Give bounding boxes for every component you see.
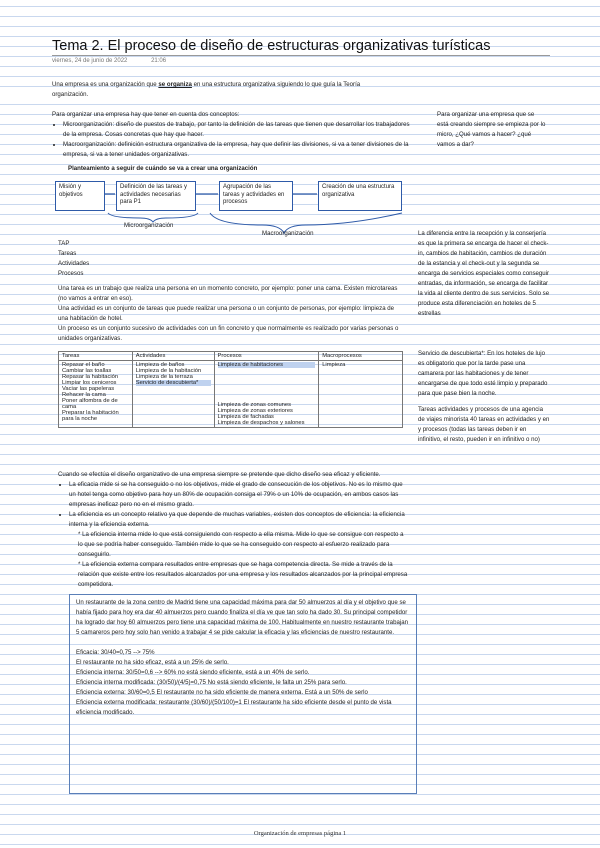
definition-actividad: Una actividad es un conjunto de tareas que puede realizar una persona o un conjunto de personas, por ejemplo: limpieza de una habitación de hotel. — [58, 305, 395, 322]
side-note-micro: Para organizar una empresa que se está creando siempre se empieza por lo micro, ¿Qué vamos a hacer? ¿qué vamos a dar? — [437, 111, 546, 148]
example-statement: Un restaurante de la zona centro de Madrid tiene una capacidad máxima para dar 50 almuerzos al día y el objetivo que se había fijado para hoy era dar 40 almuerzos pero cuando finaliza el día ve que tan solo ha dado 30. Su principal competidor ha logrado dar hoy 60 almuerzos pero tiene una capacidad máxima de 100. Habitualmente en nuestro restaurante trabajan 5 camareros pero hoy solo han venido a trabajar 4 se pide calcular la eficacia y las eficiencias de nuestro restaurante. — [76, 599, 408, 636]
cell-macroprocesos — [319, 361, 403, 428]
eficacia-bullet: • La eficacia mide si se ha conseguido o no los objetivos, mide el grado de consecución de los objetivos. No es lo mismo que un hotel tenga como objetivo para hoy un 80% de ocupación consiga el 79% o un 10% de ocupación, en ambos casos las empresas ineficaz pero no en el mismo grado. — [69, 480, 408, 510]
side-note-descubierta: Servicio de descubierta*: En los hoteles de lujo es obligatorio que por la tarde pase una camarera por las habitaciones y de tener encargarse de que todo esté limpio y preparado para que pase bien la noche. — [418, 350, 548, 397]
table-row — [59, 361, 403, 428]
actividad-item: Limpieza de baños — [135, 362, 185, 368]
efficiency-block — [58, 470, 408, 590]
proceso-item: Limpieza de despachos y salones — [217, 420, 305, 426]
flow-box-tasks: Definición de las tareas y actividades necesarias para P1 — [116, 181, 196, 211]
page-title: Tema 2. El proceso de diseño de estructuras organizativas turísticas — [52, 38, 491, 54]
micro-label: Microorganización — [124, 222, 174, 229]
proceso-item: Limpieza de zonas comunes — [217, 402, 292, 408]
cell-procesos — [214, 361, 319, 428]
example-block — [76, 598, 412, 718]
intro-text-b: en una estructura organizativa siguiendo lo que guía la Teoría organización. — [52, 81, 361, 98]
tarea-item: Rehacer la cama — [62, 392, 106, 398]
actividad-item: Limpieza de la habitación — [135, 368, 202, 374]
example-line: Eficiencia interna modificada: (30/50)/(4/5)=0,75 No está siendo eficiente, le falta un 25% para serlo. — [76, 679, 347, 686]
concepts-lead: Para organizar una empresa hay que tener en cuenta dos conceptos: — [52, 111, 240, 118]
tarea-item: Cambiar las toallas — [62, 368, 112, 374]
tarea-item: Poner alfombra de de cama — [62, 398, 118, 410]
tap-item-tareas: Tareas — [58, 250, 77, 257]
col-procesos: Procesos — [214, 352, 319, 361]
col-tareas: Tareas — [59, 352, 133, 361]
example-line: Eficacia: 30/40=0,75 --> 75% — [76, 649, 155, 656]
example-line: Eficiencia externa: 30/60=0,5 El restaurante no ha sido eficiente de manera externa. Está a un 50% de serlo — [76, 689, 368, 696]
concept-macro: • Macroorganización: definición estructura organizativa de la empresa, hay que definir las divisiones, si va a tener divisiones de la empresa, si va a tener unidades organizativas. — [63, 140, 417, 160]
tarea-item: Vaciar las papeleras — [62, 386, 115, 392]
efficiency-lead: Cuando se efectúa el diseño organizativo de una empresa siempre se pretende que dicho diseño sea eficaz y eficiente. — [58, 471, 381, 478]
tarea-item: Preparar la habitación para la noche — [62, 410, 119, 422]
tap-heading: TAP — [58, 240, 70, 247]
side-note-agency: Tareas actividades y procesos de una agencia de viajes minorista 40 tareas en actividades y en y procesos (todas las tareas deben ir en infinitivo, el resto, pueden ir en infinitivo o no) — [418, 406, 550, 443]
cell-actividades — [132, 361, 214, 428]
example-spacer — [76, 638, 412, 648]
tarea-item: Repasar el baño — [62, 362, 105, 368]
macroproceso-item: Limpieza — [322, 362, 346, 368]
eficiencia-externa: * La eficiencia externa compara resultados entre empresas que se haga competencia directa. Se mide a través de la relación que existe entre los resultados alcanzados por una empresa y los resultados alcanzados por la principal empresa competidora. — [78, 561, 408, 588]
example-line: Eficiencia externa modificada: restaurante (30/60)/(50/100)=1 El restaurante ha sido eficiente desde el punto de vista eficiencia modificado. — [76, 699, 392, 716]
proceso-spacer — [218, 368, 316, 402]
tap-list — [58, 239, 178, 279]
definitions-block — [58, 284, 403, 344]
example-line: El restaurante no ha sido eficaz, está a un 25% de serlo. — [76, 659, 229, 666]
proceso-item: Limpieza de zonas exteriores — [217, 408, 293, 414]
tap-item-actividades: Actividades — [58, 260, 90, 267]
eficiencia-interna: * La eficiencia interna mide lo que está consiguiendo con respecto a ella misma. Mide lo que se consigue con respecto a lo que se podría haber conseguido. También mide lo que se ha conseguido con respecto al esfuerzo realizado para conseguirlo. — [78, 531, 404, 558]
macro-label: Macroorganización — [262, 230, 314, 237]
actividad-item: Limpieza de la terraza — [135, 374, 193, 380]
concept-micro: • Microorganización: diseño de puestos de trabajo, por tanto la definición de las tareas que tienen que desarrollar los trabajadores de la empresa. Cosas concretas que hay que hacer. — [63, 120, 417, 140]
col-actividades: Actividades — [132, 352, 214, 361]
definition-proceso: Un proceso es un conjunto sucesivo de actividades con un fin concreto y que normalmente es realizado por varias personas o unidades organizativas. — [58, 325, 399, 342]
eficiencia-bullet: • La eficiencia es un concepto relativo ya que depende de muchas variables, existen dos conceptos de eficiencia: la eficiencia interna y la eficiencia externa. — [69, 510, 408, 530]
flow-diagram-lines — [0, 0, 600, 260]
flow-box-mission: Misión y objetivos — [55, 181, 105, 211]
table-header-row — [59, 352, 403, 361]
definition-tarea: Una tarea es un trabajo que realiza una persona en un momento concreto, por ejemplo: poner una cama. Existen microtareas (no vamos a entrar en eso). — [58, 285, 398, 302]
tasks-table — [58, 351, 403, 428]
col-macroprocesos: Macroprocesos — [319, 352, 403, 361]
actividad-item-highlighted: Servicio de descubierta* — [136, 380, 211, 386]
example-line: Eficiencia interna: 30/50=0,6 --> 60% no está siendo eficiente, está a un 40% de serlo. — [76, 669, 310, 676]
plan-heading: Planteamiento a seguir de cuándo se va a crear una organización — [68, 165, 258, 172]
page-time: 21:06 — [151, 58, 167, 64]
tap-item-procesos: Procesos — [58, 270, 84, 277]
flow-box-grouping: Agrupación de las tareas y actividades en procesos — [219, 181, 293, 211]
proceso-item-highlighted: Limpieza de habitaciones — [218, 362, 316, 368]
cell-tareas — [59, 361, 133, 428]
flow-box-structure: Creación de una estructura organizativa — [318, 181, 402, 211]
page-footer: Organización de empresas página 1 — [253, 830, 347, 837]
side-note-reception: La diferencia entre la recepción y la conserjería es que la primera se encarga de hacer el check-in, cambios de habitación, cambios de duración de la estancia y el check-out y la segunda se encarga de servicios especiales como conseguir entradas, da información, se encarga de facilitar la vida al cliente dentro de sus servicios. Solo se produce esta diferenciación en hoteles de 5 estrellas — [418, 230, 550, 317]
proceso-item: Limpieza de fachadas — [217, 414, 274, 420]
page-date: viernes, 24 de junio de 2022 — [52, 58, 128, 64]
tarea-item: Limpiar los ceniceros — [62, 380, 117, 386]
intro-underlined: se organiza — [158, 81, 192, 88]
intro-text-a: Una empresa es una organización que — [52, 81, 159, 88]
tarea-item: Repasar la habitación — [62, 374, 119, 380]
